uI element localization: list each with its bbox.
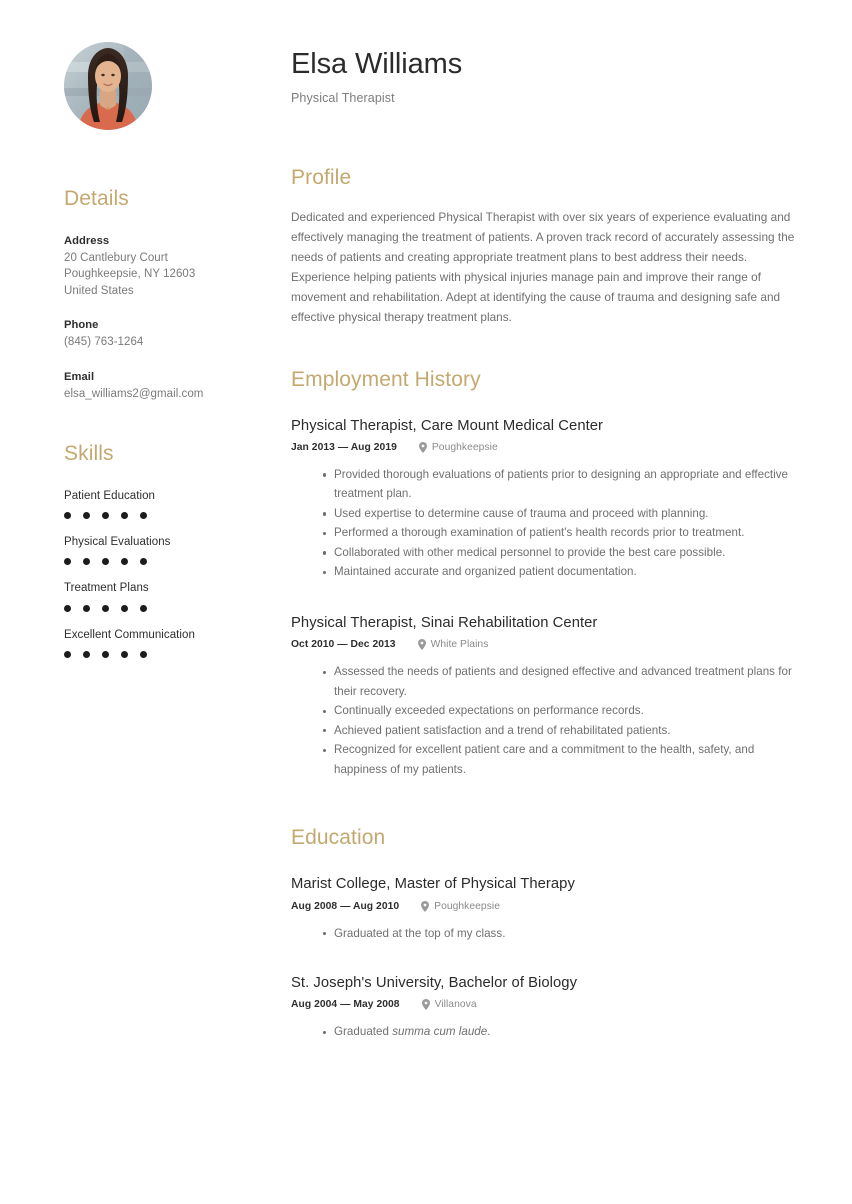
skill-item [64, 580, 274, 611]
detail-value-address-line-2: Poughkeepsie, NY 12603 [64, 268, 196, 281]
entry-title: Physical Therapist, Sinai Rehabilitation Center [291, 614, 598, 631]
skill-dot [64, 558, 71, 565]
bullet-item: Provided thorough evaluations of patients prior to designing an appropriate and effective treatment plan. [323, 465, 801, 504]
employment-section [291, 367, 801, 780]
skill-name: Physical Evaluations [64, 536, 171, 549]
skill-dot [102, 651, 109, 658]
bullet-item: Achieved patient satisfaction and a trend of rehabilitated patients. [323, 721, 801, 741]
detail-block-address [64, 233, 274, 299]
skill-item [64, 534, 274, 565]
detail-value-phone: (845) 763-1264 [64, 336, 144, 349]
entry-location [419, 442, 498, 453]
entry-location [418, 639, 489, 650]
education-section [291, 825, 801, 1042]
skill-rating [64, 651, 274, 658]
skill-dot [140, 512, 147, 519]
location-pin-icon [419, 442, 427, 453]
detail-value-address-line-1: 20 Cantlebury Court [64, 251, 168, 264]
skill-dot [83, 605, 90, 612]
location-pin-icon [421, 901, 429, 912]
details-section [64, 186, 274, 402]
details-heading: Details [64, 187, 129, 210]
skill-name: Patient Education [64, 490, 155, 503]
skill-name: Excellent Communication [64, 628, 195, 641]
profile-heading: Profile [291, 166, 352, 190]
detail-label-email: Email [64, 370, 95, 383]
skill-rating [64, 512, 274, 519]
skills-heading: Skills [64, 442, 114, 466]
bullet-item: Assessed the needs of patients and designed effective and advanced treatment plans for their recovery. [323, 662, 801, 701]
entry-date: Jan 2013 — Aug 2019 [291, 441, 397, 453]
skill-dot [64, 512, 71, 519]
education-heading: Education [291, 826, 386, 850]
education-entry [291, 875, 801, 943]
employment-entry [291, 614, 801, 779]
entry-date: Aug 2008 — Aug 2010 [291, 900, 400, 912]
entry-location-label: White Plains [430, 639, 489, 651]
bullet-item: Used expertise to determine cause of trauma and proceed with planning. [323, 504, 801, 524]
detail-label-address: Address [64, 235, 110, 248]
skill-dot [140, 651, 147, 658]
skill-dot [102, 512, 109, 519]
skill-item [64, 488, 274, 519]
entry-bullets [291, 662, 801, 779]
skill-name: Treatment Plans [64, 582, 149, 595]
entry-location [421, 901, 500, 912]
entry-location-label: Poughkeepsie [431, 441, 498, 453]
skill-dot [83, 512, 90, 519]
sidebar [64, 42, 274, 658]
profile-section [291, 165, 801, 326]
bullet-item: Performed a thorough examination of patient's health records prior to treatment. [323, 523, 801, 543]
bullet-item: Maintained accurate and organized patient documentation. [323, 562, 801, 582]
entry-location [422, 999, 477, 1010]
entry-bullets [291, 924, 801, 944]
entry-bullets [291, 1022, 801, 1042]
skill-dot [83, 558, 90, 565]
bullet-italic: summa cum laude [392, 1025, 488, 1039]
bullet-item: Recognized for excellent patient care and a commitment to the health, safety, and happiness of my patients. [323, 740, 801, 779]
entry-meta [291, 999, 801, 1010]
bullet-item: Graduated at the top of my class. [323, 924, 801, 944]
entry-meta [291, 901, 801, 912]
skill-dot [64, 605, 71, 612]
employment-heading: Employment History [291, 367, 481, 391]
entry-meta [291, 442, 801, 453]
skill-dot [121, 512, 128, 519]
skills-section [64, 441, 274, 658]
skill-dot [140, 605, 147, 612]
bullet-item: Continually exceeded expectations on performance records. [323, 701, 801, 721]
profile-text: Dedicated and experienced Physical Therapist with over six years of experience evaluating and effectively managing the treatment of patients. A proven track record of accurately assessing the needs of patients and creating appropriate treatment plans to best address their needs. Experience helping patients with physical injuries manage pain and improve their range of movement and rehabilitation. Adept at identifying the cause of trauma and designing safe and effective physical therapy treatment plans. [291, 209, 795, 324]
skill-dot [64, 651, 71, 658]
header [291, 48, 801, 105]
detail-block-phone [64, 317, 274, 350]
entry-date: Oct 2010 — Dec 2013 [291, 639, 396, 651]
employment-entry [291, 417, 801, 582]
entry-title: Marist College, Master of Physical Therapy [291, 876, 575, 893]
avatar [64, 42, 152, 130]
entry-title: Physical Therapist, Care Mount Medical Center [291, 417, 604, 434]
skill-item [64, 627, 274, 658]
skill-dot [121, 558, 128, 565]
header-job-title: Physical Therapist [291, 91, 395, 106]
entry-bullets [291, 465, 801, 582]
entry-meta [291, 639, 801, 650]
entry-date: Aug 2004 — May 2008 [291, 999, 400, 1011]
location-pin-icon [418, 639, 426, 650]
skill-dot [121, 651, 128, 658]
page-title: Elsa Williams [291, 48, 463, 80]
skills-list [64, 488, 274, 657]
main-column [291, 48, 801, 1042]
location-pin-icon [422, 999, 430, 1010]
education-entry [291, 974, 801, 1042]
bullet-item: Collaborated with other medical personnel to provide the best care possible. [323, 543, 801, 563]
skill-dot [102, 558, 109, 565]
entry-title: St. Joseph's University, Bachelor of Biology [291, 975, 578, 992]
skill-rating [64, 558, 274, 565]
detail-value-email: elsa_williams2@gmail.com [64, 387, 204, 400]
detail-block-email [64, 369, 274, 402]
detail-value-address-line-3: United States [64, 284, 134, 297]
entry-location-label: Poughkeepsie [434, 900, 501, 912]
detail-label-phone: Phone [64, 319, 99, 332]
bullet-item: Graduated summa cum laude. [323, 1022, 801, 1042]
skill-dot [121, 605, 128, 612]
skill-rating [64, 605, 274, 612]
skill-dot [102, 605, 109, 612]
skill-dot [83, 651, 90, 658]
skill-dot [140, 558, 147, 565]
entry-location-label: Villanova [434, 999, 477, 1011]
